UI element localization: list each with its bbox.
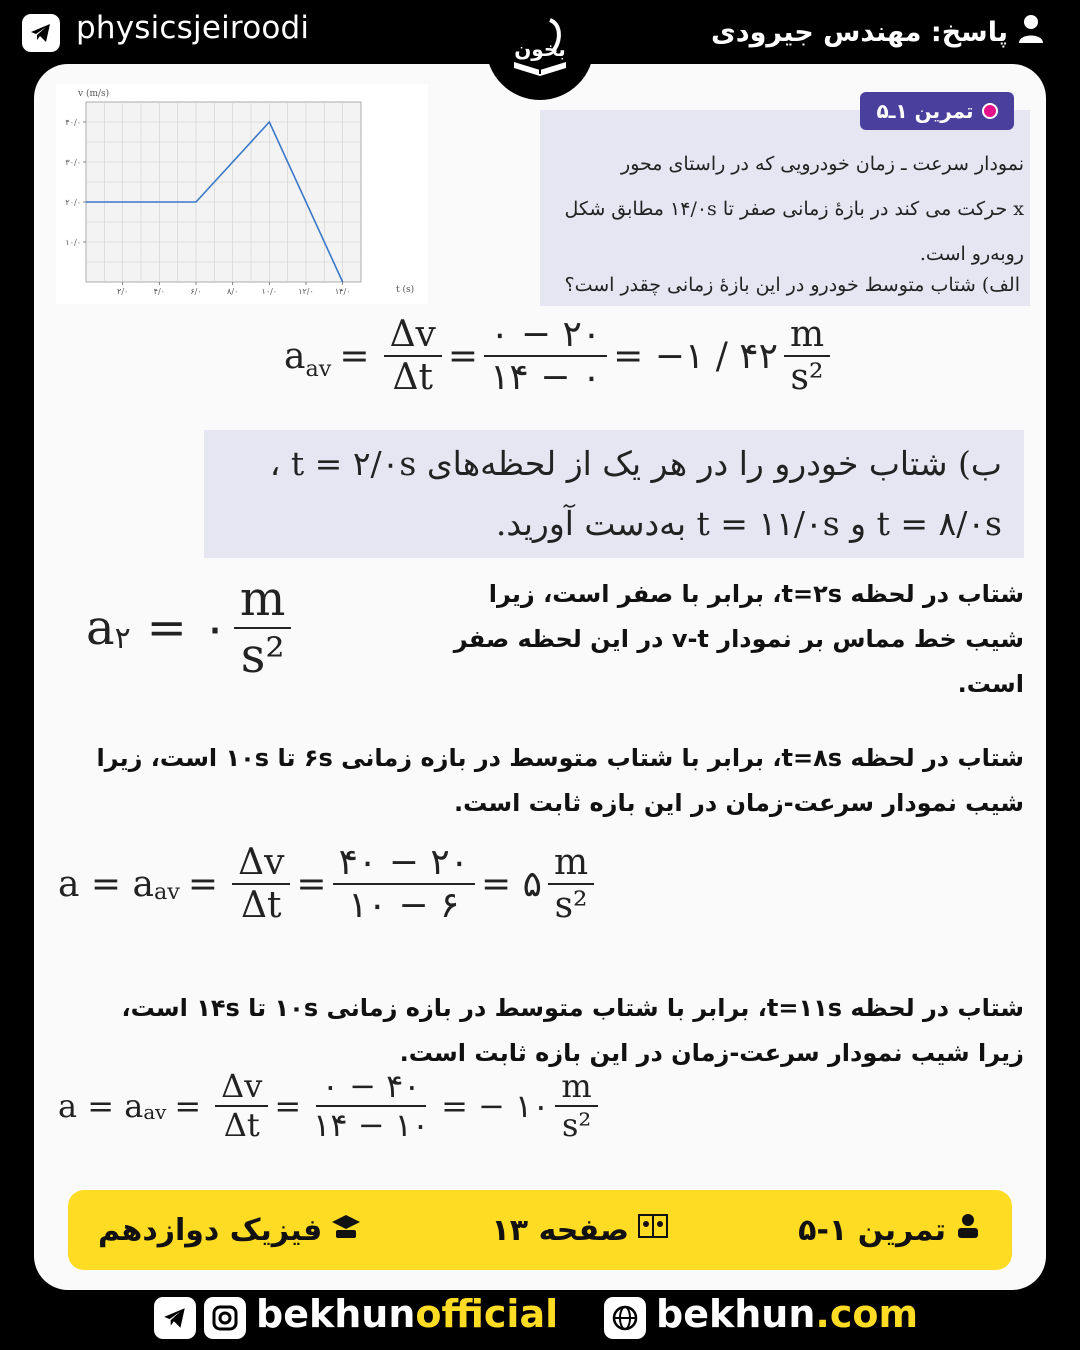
fraction-values: $\frac{۰ - ۴۰}{۱۴ - ۱۰}$ (313, 1067, 430, 1144)
y-tick-label: ۲۰/۰ (65, 198, 81, 207)
telegram-icon[interactable] (154, 1297, 196, 1339)
velocity-time-graph (56, 84, 428, 304)
formula-average-acceleration: $a_{av}$ = $\frac{\Delta v}{\Delta t}$ = $\frac{۰ - ۲۰}{۱۴ - ۰}$ = −۱ / ۴۲ $\frac{m}{\text{s²}}$ (284, 314, 836, 399)
question-b (204, 430, 1024, 558)
question-b-line: ب) شتاب خودرو را در هر یک از لحظه‌های t = ۲/۰s ، (269, 444, 1002, 483)
x-axis-label: t (s) (396, 285, 415, 295)
formula-a11: a = a av = $\frac{\Delta v}{\Delta t}$ = $\frac{۰ - ۴۰}{۱۴ - ۱۰}$ = − ۱۰ $\frac{m}{\text{s²}}$ (58, 1068, 604, 1144)
formula-result: = −۱ / ۴۲ (613, 335, 778, 377)
footer-exercise: تمرین ۱-۵ (798, 1212, 982, 1248)
content-card (34, 64, 1046, 1290)
y-tick-label: ۴۰/۰ (65, 118, 81, 127)
x-tick-label: ۱۲/۰ (298, 287, 314, 296)
graduation-cap-icon (330, 1212, 362, 1248)
formula-a8: a = a av = $\frac{\Delta v}{\Delta t}$ = $\frac{۴۰ - ۲۰}{۱۰ - ۶}$ = ۵ $\frac{m}{\text{s²}}$ (58, 842, 600, 927)
exercise-tag (860, 92, 1014, 130)
answer-3-text (54, 986, 1024, 1076)
footer-page: صفحه ۱۳ (492, 1212, 669, 1248)
unit-fraction: $\frac{m}{\text{s²}}$ (548, 842, 594, 927)
x-tick-label: ۴/۰ (153, 287, 165, 296)
answer-author-text: پاسخ: مهندس جیرودی (711, 17, 1008, 48)
answer-line: شیب نمودار سرعت-زمان در این بازه ثابت است. (453, 789, 1024, 817)
x-tick-label: ۱۰/۰ (261, 287, 278, 296)
question-a: الف) شتاب متوسط خودرو در این بازهٔ زمانی چقدر است؟ (564, 274, 1020, 296)
answer-line: شتاب در لحظه t=۱۱s، برابر با شتاب متوسط در بازه زمانی ۱۰s تا ۱۴s است، (121, 994, 1024, 1022)
x-tick-label: ۱۴/۰ (334, 287, 351, 296)
unit-fraction: $\frac{m}{\text{s²}}$ (234, 572, 292, 684)
telegram-icon[interactable] (22, 14, 60, 52)
social-handle[interactable]: bekhunofficial (256, 1292, 559, 1336)
fraction-values: $\frac{۰ - ۲۰}{۱۴ - ۰}$ (484, 314, 607, 399)
y-axis-label: v (m/s) (78, 89, 110, 99)
y-tick-label: ۳۰/۰ (65, 158, 81, 167)
fraction-delta: $\frac{\Delta v}{\Delta t}$ (384, 314, 442, 399)
footer-book: فیزیک دوازدهم (98, 1212, 362, 1248)
unit-fraction: $\frac{m}{\text{s²}}$ (555, 1068, 597, 1144)
formula-lhs: $a_{av}$ (284, 335, 332, 382)
description-line: نمودار سرعت ـ زمان خودرویی که در راستای محور (621, 153, 1024, 175)
logo-text: بخون (514, 37, 566, 61)
answer-1-text (384, 572, 1024, 707)
instagram-icon[interactable] (204, 1297, 246, 1339)
website-link[interactable]: bekhun.com (656, 1292, 919, 1336)
answer-line: زیرا شیب نمودار سرعت-زمان در این بازه ثابت است. (399, 1039, 1024, 1067)
answer-line: شتاب در لحظه t=۸s، برابر با شتاب متوسط در بازه زمانی ۶s تا ۱۰s است، زیرا (96, 744, 1024, 772)
answer-line: شتاب در لحظه t=۲s، برابر با صفر است، زیرا (488, 580, 1024, 608)
x-tick-label: ۶/۰ (190, 287, 202, 296)
footer-pill (68, 1190, 1012, 1270)
teacher-icon (954, 1212, 982, 1248)
answer-line: شیب خط مماس بر نمودار v-t در این لحظه صفر است. (453, 625, 1024, 698)
answer-2-text (54, 736, 1024, 826)
user-icon (1018, 14, 1044, 51)
y-tick-label: ۱۰/۰ (65, 238, 81, 247)
exercise-description (554, 142, 1024, 277)
globe-icon[interactable] (604, 1297, 646, 1339)
x-tick-label: ۸/۰ (227, 287, 239, 296)
fraction-delta: $\frac{\Delta v}{\Delta t}$ (232, 842, 290, 927)
brand-logo (486, 0, 594, 100)
exercise-tag-label: تمرین ۱ـ۵ (876, 99, 974, 123)
channel-handle[interactable]: physicsjeiroodi (76, 10, 310, 46)
answer-author (711, 14, 1044, 51)
vt-chart-svg (56, 84, 428, 304)
description-line: روبه‌رو است. (919, 243, 1024, 265)
description-line: x حرکت می کند در بازهٔ زمانی صفر تا ۱۴/۰s مطابق شکل (564, 198, 1024, 220)
fraction-values: $\frac{۴۰ - ۲۰}{۱۰ - ۶}$ (333, 842, 475, 927)
question-b-line: t = ۸/۰s و t = ۱۱/۰s به‌دست آورید. (495, 504, 1002, 543)
formula-a2: a ۲ = ۰ $\frac{m}{\text{s²}}$ (86, 572, 297, 684)
bullet-dot-icon (982, 103, 998, 119)
bottom-bar (0, 1290, 1080, 1350)
x-tick-label: ۲/۰ (117, 287, 129, 296)
unit-fraction: $\frac{m}{\text{s²}}$ (784, 314, 830, 399)
plot-area (86, 102, 361, 282)
fraction-delta: $\frac{\Delta v}{\Delta t}$ (215, 1068, 268, 1144)
book-icon (637, 1212, 669, 1248)
